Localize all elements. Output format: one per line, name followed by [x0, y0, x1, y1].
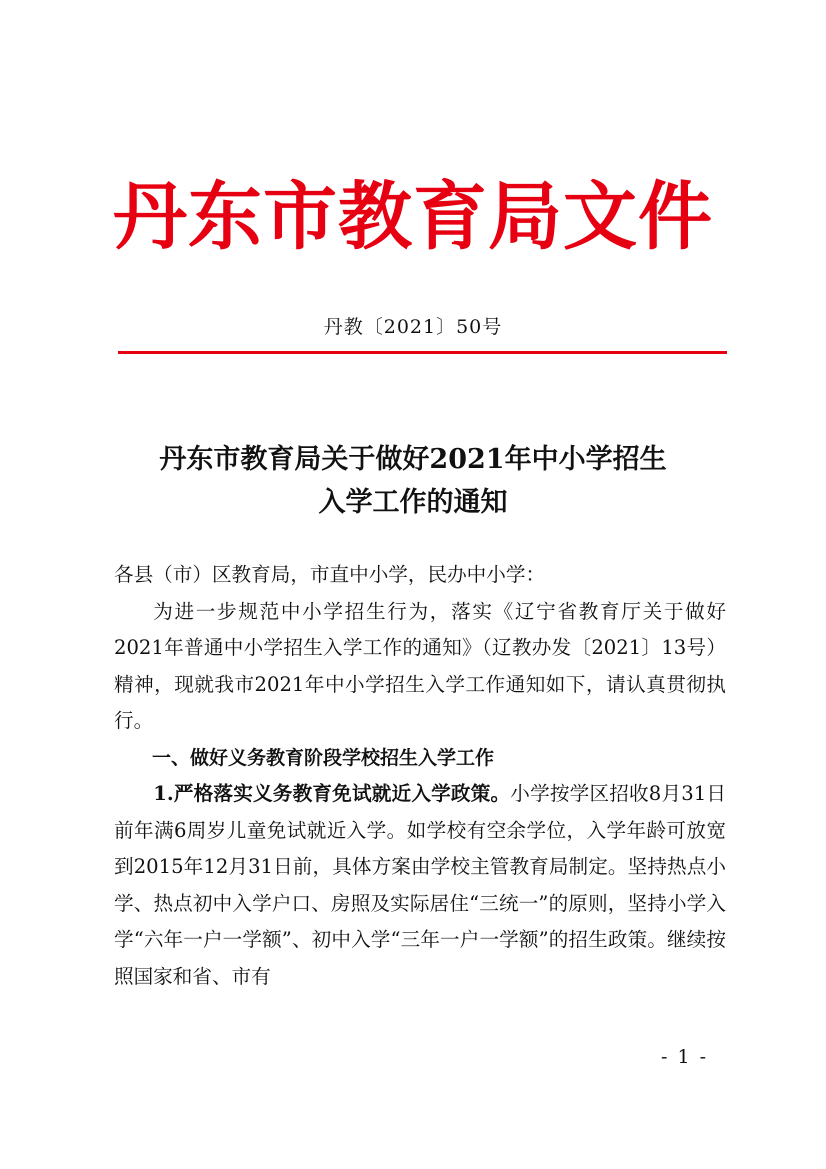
letterhead-title: 丹东市教育局文件: [113, 174, 713, 260]
item-1-text: 小学按学区招收8月31日前年满6周岁儿童免试就近入学。如学校有空余学位，入学年龄可放宽到2015年12月31日前，具体方案由学校主管教育局制定。坚持热点小学、热点初中入学户口、房照及实际居住“三统一”的原则，坚持小学入学“六年一户一学额”、初中入学“三年一户一学额”的招生政策。继续按照国家和省、市有: [114, 782, 726, 988]
notice-title-line-1: 丹东市教育局关于做好2021年中小学招生: [159, 444, 667, 475]
page-number: - 1 -: [660, 1046, 708, 1068]
document-number: 丹教〔2021〕50号: [323, 316, 503, 338]
notice-title-line-2: 入学工作的通知: [318, 487, 508, 518]
intro-paragraph: 为进一步规范中小学招生行为，落实《辽宁省教育厅关于做好2021年普通中小学招生入学工作的通知》（辽教办发〔2021〕13号）精神，现就我市2021年中小学招生入学工作通知如下，请认真贯彻执行。: [114, 599, 726, 732]
red-divider-line: [118, 351, 727, 354]
notice-title: [60, 438, 766, 524]
section-1-heading: 一、做好义务教育阶段学校招生入学工作: [152, 746, 495, 769]
salutation: 各县（市）区教育局，市直中小学，民办中小学：: [114, 563, 546, 586]
item-1-paragraph: [114, 776, 726, 995]
notice-body: [114, 557, 726, 995]
item-1-lead: 1.严格落实义务教育免试就近入学政策。: [153, 782, 511, 805]
